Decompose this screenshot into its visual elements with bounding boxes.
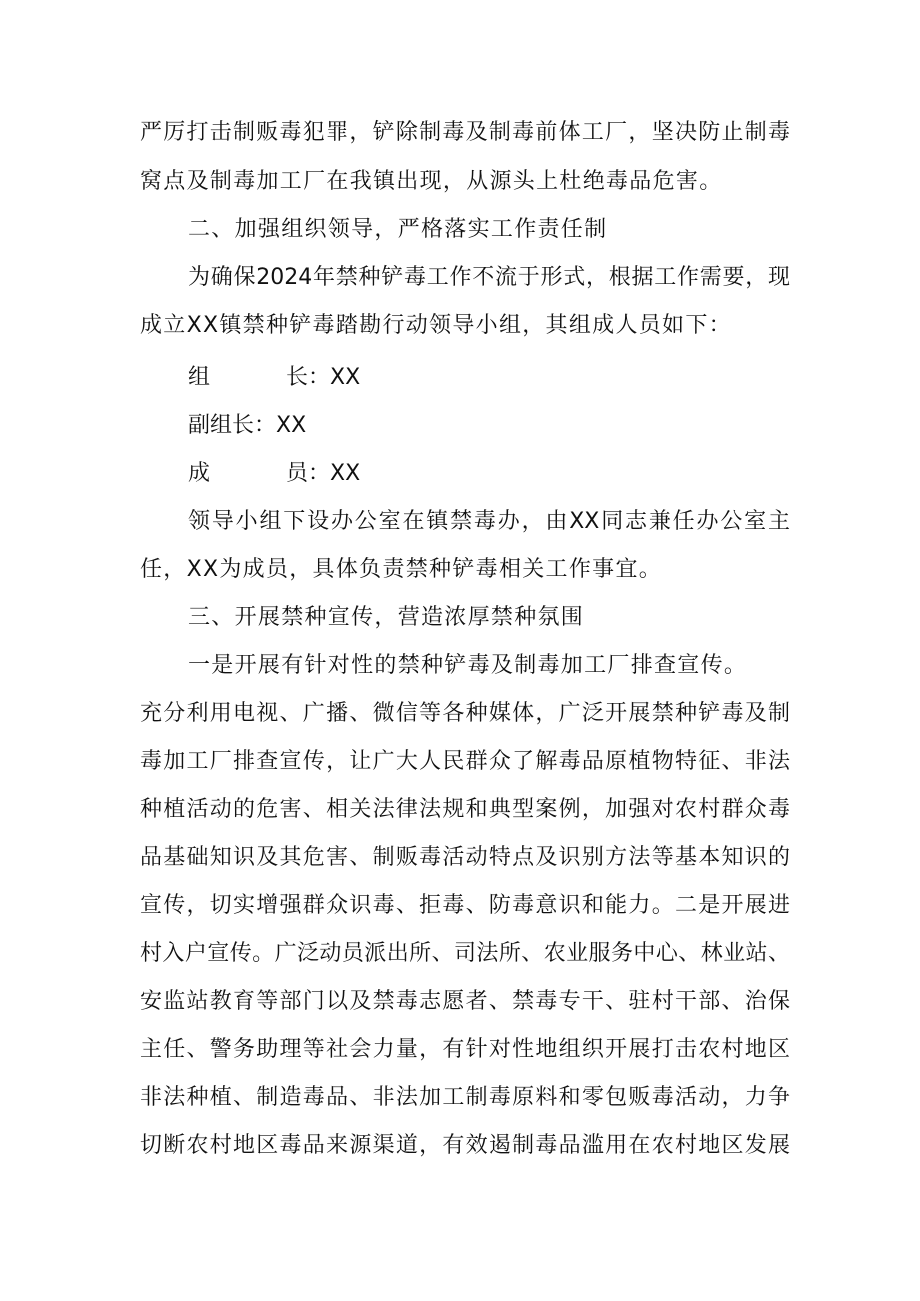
member-label-start: 成 [188, 461, 211, 486]
member-label-end: 员：XX [286, 461, 361, 486]
body-line-2: 窝点及制毒加工厂在我镇出现，从源头上杜绝毒品危害。 [140, 169, 723, 194]
body-line-12: 宣传，切实增强群众识毒、拒毒、防毒意识和能力。二是开展进 [140, 893, 790, 918]
body-line-16: 非法种植、制造毒品、非法加工制毒原料和零包贩毒活动，力争 [140, 1085, 790, 1110]
body-line-7: 一是开展有针对性的禁种铲毒及制毒加工厂排查宣传。 [188, 653, 748, 678]
body-line-3: 为确保2024年禁种铲毒工作不流于形式，根据工作需要，现 [188, 265, 790, 290]
body-line-11: 品基础知识及其危害、制贩毒活动特点及识别方法等基本知识的 [140, 845, 790, 870]
body-line-13: 村入户宣传。广泛动员派出所、司法所、农业服务中心、林业站、 [140, 941, 790, 966]
body-line-5: 领导小组下设办公室在镇禁毒办，由XX同志兼任办公室主 [188, 509, 790, 534]
deputy-leader-line: 副组长：XX [188, 413, 307, 438]
body-line-4: 成立XX镇禁种铲毒踏勘行动领导小组，其组成人员如下： [140, 313, 732, 338]
body-line-17: 切断农村地区毒品来源渠道，有效遏制毒品滥用在农村地区发展 [140, 1133, 790, 1158]
leader-label-start: 组 [188, 365, 211, 390]
leader-label-end: 长：XX [286, 365, 361, 390]
body-line-9: 毒加工厂排查宣传，让广大人民群众了解毒品原植物特征、非法 [140, 749, 790, 774]
section-heading-2: 二、加强组织领导，严格落实工作责任制 [188, 217, 608, 242]
section-heading-3: 三、开展禁种宣传，营造浓厚禁种氛围 [188, 605, 585, 630]
body-line-10: 种植活动的危害、相关法律法规和典型案例，加强对农村群众毒 [140, 797, 790, 822]
body-line-6: 任，XX为成员，具体负责禁种铲毒相关工作事宜。 [140, 557, 663, 582]
body-line-1: 严厉打击制贩毒犯罪，铲除制毒及制毒前体工厂，坚决防止制毒 [140, 120, 790, 145]
body-line-14: 安监站教育等部门以及禁毒志愿者、禁毒专干、驻村干部、治保 [140, 989, 790, 1014]
body-line-8: 充分利用电视、广播、微信等各种媒体，广泛开展禁种铲毒及制 [140, 701, 790, 726]
body-line-15: 主任、警务助理等社会力量，有针对性地组织开展打击农村地区 [140, 1037, 790, 1062]
